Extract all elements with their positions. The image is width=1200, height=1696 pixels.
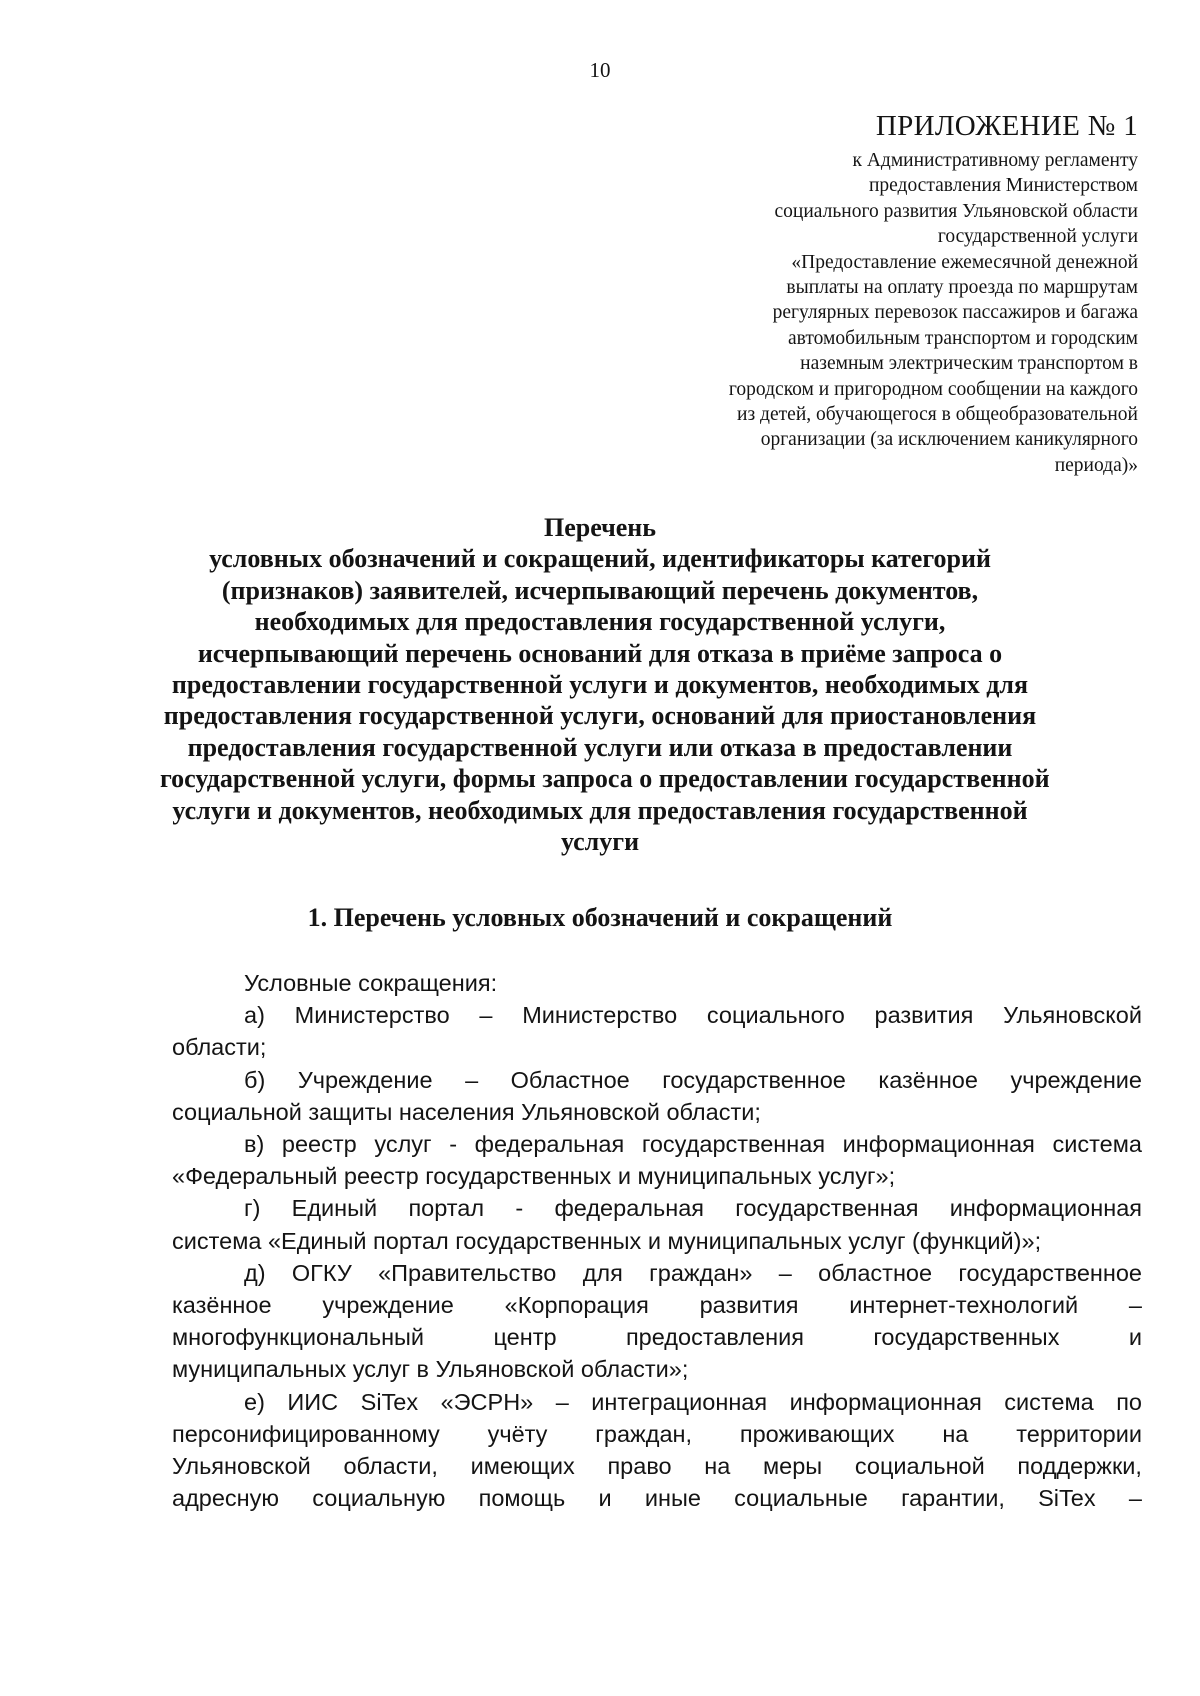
word: гарантии, — [901, 1485, 1005, 1512]
appendix-line: «Предоставление ежемесячной денежной — [791, 251, 1138, 273]
word: адресную — [172, 1485, 280, 1512]
item-a-line: области; — [172, 1034, 267, 1061]
word: ИИС — [287, 1388, 339, 1415]
appendix-title: ПРИЛОЖЕНИЕ № 1 — [875, 110, 1138, 142]
word: е) — [244, 1388, 265, 1415]
title-line: предоставлении государственной услуги и документов, необходимых для — [171, 670, 1029, 700]
word: территории — [1016, 1420, 1142, 1447]
item-e-line — [172, 1450, 1142, 1482]
word: система — [1004, 1388, 1094, 1415]
body-text — [172, 967, 1142, 1514]
item-e-line — [172, 1482, 1142, 1514]
word: информационная — [842, 1131, 1035, 1158]
word: федеральная — [474, 1131, 625, 1158]
word: казённое — [878, 1066, 978, 1093]
word: центр — [493, 1324, 557, 1351]
item-e-line — [172, 1386, 1142, 1418]
word: интеграционная — [591, 1388, 768, 1415]
word: для — [582, 1259, 623, 1286]
word: имеющих — [470, 1453, 575, 1480]
word: Ульяновской — [172, 1453, 311, 1480]
word: Министерство — [522, 1002, 678, 1029]
word: на — [942, 1420, 969, 1447]
word: учреждение — [1010, 1066, 1142, 1093]
word: персонифицированному — [172, 1420, 440, 1447]
word: меры — [763, 1453, 823, 1480]
word: SiTex — [360, 1388, 419, 1415]
word: граждан» — [649, 1259, 753, 1286]
word: и — [1128, 1324, 1142, 1351]
word: а) — [244, 1002, 265, 1029]
word: в) — [244, 1131, 265, 1158]
word: граждан, — [595, 1420, 693, 1447]
appendix-line: государственной услуги — [937, 226, 1138, 248]
title-line: условных обозначений и сокращений, идентификаторы категорий — [209, 544, 991, 574]
word: социального — [706, 1002, 845, 1029]
item-d-line: муниципальных услуг в Ульяновской области»; — [172, 1356, 689, 1383]
item-b-line — [172, 1064, 1142, 1096]
word: проживающих — [739, 1420, 895, 1447]
item-g-line: система «Единый портал государственных и муниципальных услуг (функций)»; — [172, 1227, 1042, 1254]
appendix-line: выплаты на оплату проезда по маршрутам — [786, 277, 1138, 299]
word: информационная — [789, 1388, 982, 1415]
word: – — [778, 1259, 792, 1286]
word: Областное — [510, 1066, 630, 1093]
word: д) — [244, 1259, 266, 1286]
item-a-line — [172, 999, 1142, 1031]
word: предоставления — [625, 1324, 804, 1351]
title-line: исчерпывающий перечень оснований для отказа в приёме запроса о — [197, 638, 1003, 668]
word: - — [449, 1131, 458, 1158]
item-g-line — [172, 1192, 1142, 1224]
title-line: (признаков) заявителей, исчерпывающий перечень документов, — [221, 575, 979, 605]
word: ОГКУ — [291, 1259, 352, 1286]
word: интернет-технологий — [849, 1292, 1079, 1319]
word: реестр — [281, 1131, 357, 1158]
document-title — [160, 512, 1050, 857]
word: – — [465, 1066, 479, 1093]
appendix-line: предоставления Министерством — [868, 175, 1138, 197]
word: развития — [699, 1292, 799, 1319]
word: помощь — [478, 1485, 566, 1512]
title-line: услуги и документов, необходимых для предоставления государственной — [172, 795, 1028, 825]
word: г) — [244, 1195, 261, 1222]
word: система — [1052, 1131, 1142, 1158]
word: «ЭСРН» — [440, 1388, 534, 1415]
word: многофункциональный — [172, 1324, 425, 1351]
word: - — [515, 1195, 524, 1222]
word: Ульяновской — [1003, 1002, 1142, 1029]
appendix-line: социального развития Ульяновской области — [774, 200, 1138, 222]
word: услуг — [374, 1131, 432, 1158]
word: и — [598, 1485, 612, 1512]
word: – — [555, 1388, 569, 1415]
word: право — [607, 1453, 672, 1480]
word: учёту — [487, 1420, 548, 1447]
word: государственная — [735, 1195, 919, 1222]
word: на — [704, 1453, 731, 1480]
word: области, — [343, 1453, 438, 1480]
item-e-line — [172, 1418, 1142, 1450]
word: социальной — [854, 1453, 985, 1480]
word: поддержки, — [1017, 1453, 1142, 1480]
item-d-line — [172, 1289, 1142, 1321]
word: иные — [644, 1485, 701, 1512]
appendix-line: регулярных перевозок пассажиров и багажа — [772, 302, 1138, 324]
word: казённое — [172, 1292, 272, 1319]
appendix-reference — [578, 148, 1138, 478]
word: «Корпорация — [504, 1292, 649, 1319]
word: Учреждение — [297, 1066, 433, 1093]
word: – — [1128, 1485, 1142, 1512]
item-d-line — [172, 1257, 1142, 1289]
appendix-line: городском и пригородном сообщении на каждого — [728, 378, 1138, 400]
word: – — [1128, 1292, 1142, 1319]
word: SiTex — [1038, 1485, 1096, 1512]
word: информационная — [949, 1195, 1142, 1222]
title-line: предоставления государственной услуги или отказа в предоставлении — [187, 732, 1013, 762]
word: федеральная — [554, 1195, 704, 1222]
appendix-line: организации (за исключением каникулярного — [760, 429, 1138, 451]
page-number: 10 — [589, 58, 611, 82]
word: государственных — [873, 1324, 1060, 1351]
title-line: Перечень — [543, 513, 657, 542]
title-line: услуги — [560, 827, 640, 857]
title-line: государственной услуги, формы запроса о предоставлении государственной — [160, 764, 1050, 794]
word: по — [1116, 1388, 1142, 1415]
word: портал — [408, 1195, 485, 1222]
word: социальную — [312, 1485, 446, 1512]
intro-line: Условные сокращения: — [244, 970, 498, 996]
word: – — [479, 1002, 493, 1029]
item-d-line — [172, 1321, 1142, 1353]
appendix-line: автомобильным транспортом и городским — [788, 327, 1138, 349]
title-line: предоставления государственной услуги, оснований для приостановления — [163, 701, 1037, 731]
word: государственная — [641, 1131, 826, 1158]
appendix-line: из детей, обучающегося в общеобразовательной — [737, 404, 1138, 426]
word: «Правительство — [378, 1259, 557, 1286]
word: учреждение — [322, 1292, 454, 1319]
item-b-line: социальной защиты населения Ульяновской области; — [172, 1098, 761, 1125]
appendix-line: к Административному регламенту — [852, 150, 1138, 171]
word: Министерство — [294, 1002, 450, 1029]
word: социальные — [734, 1485, 868, 1512]
appendix-line: периода)» — [1054, 454, 1138, 476]
item-v-line — [172, 1128, 1142, 1160]
word: государственное — [662, 1066, 846, 1093]
section-heading: 1. Перечень условных обозначений и сокращений — [307, 903, 893, 932]
word: развития — [874, 1002, 974, 1029]
appendix-line: наземным электрическим транспортом в — [800, 353, 1138, 375]
word: государственное — [958, 1259, 1142, 1286]
item-v-line: «Федеральный реестр государственных и муниципальных услуг»; — [172, 1163, 896, 1190]
word: б) — [244, 1066, 266, 1093]
title-line: необходимых для предоставления государственной услуги, — [254, 607, 946, 637]
word: Единый — [291, 1195, 378, 1222]
word: областное — [818, 1259, 933, 1286]
